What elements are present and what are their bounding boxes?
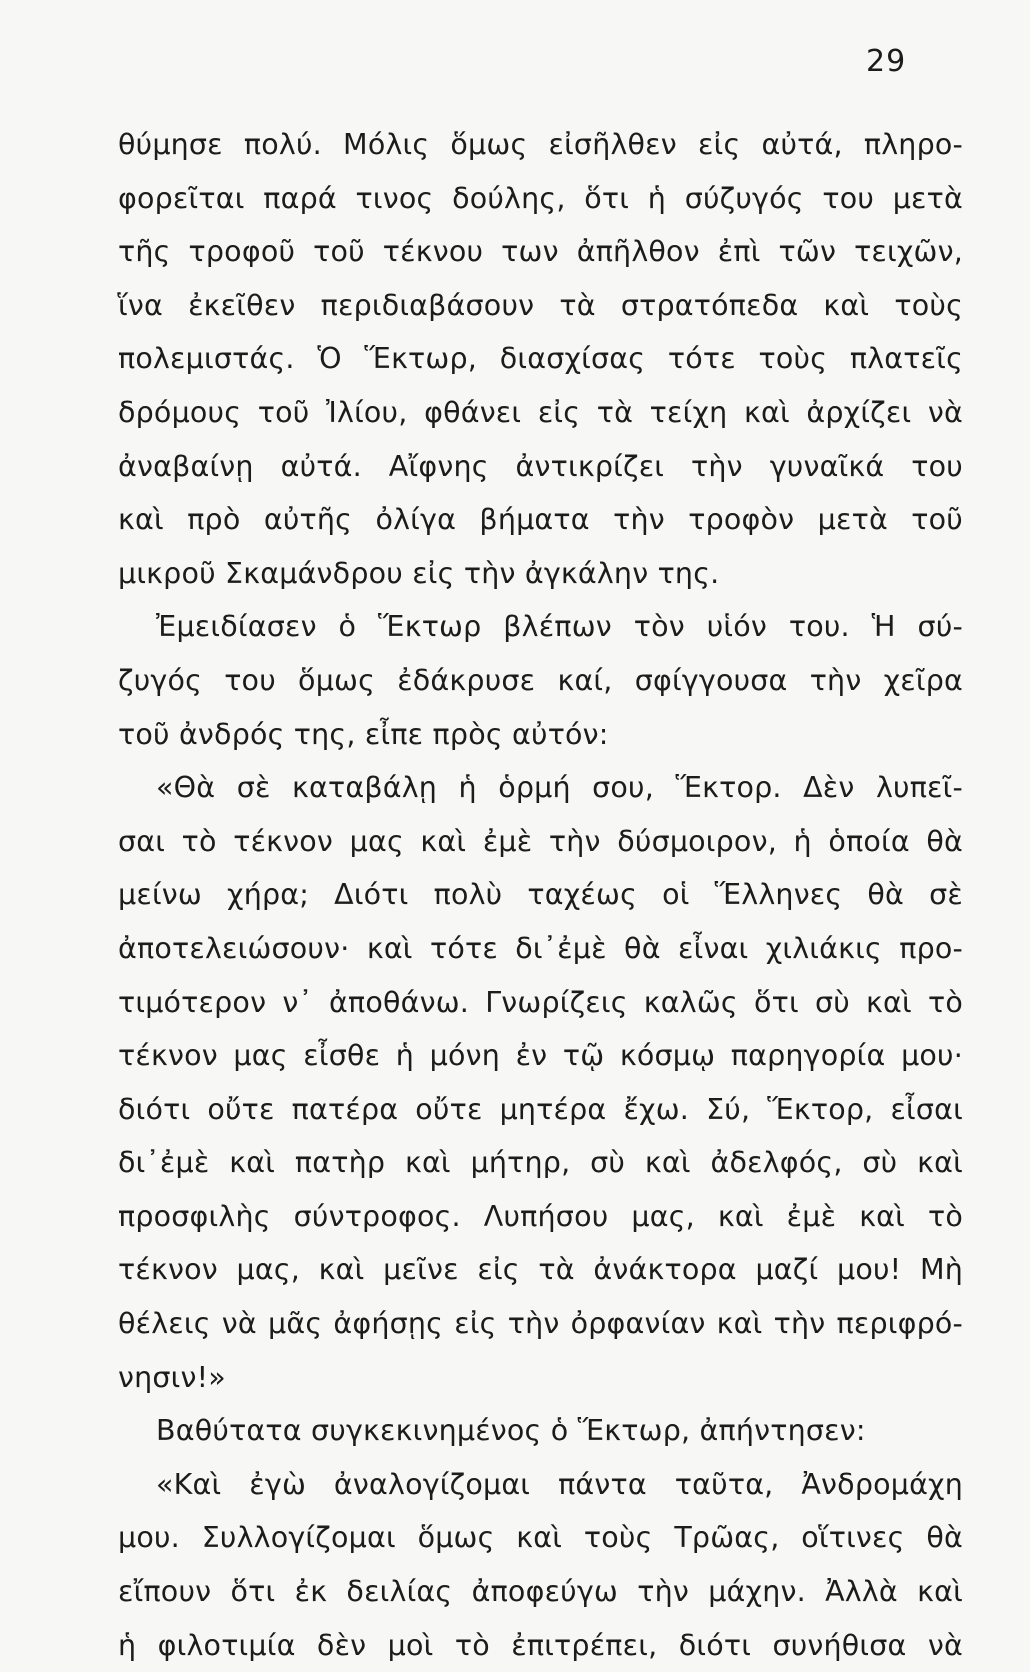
text-line: θέλεις νὰ μᾶς ἀφήσῃς εἰς τὴν ὀρφανίαν καὶ τὴν περιφρό- (118, 1307, 963, 1341)
text-line: φορεῖται παρά τινος δούλης, ὅτι ἡ σύζυγός του μετὰ (118, 181, 963, 215)
text-line: καὶ πρὸ αὐτῆς ὀλίγα βήματα τὴν τροφὸν μετὰ τοῦ (118, 503, 963, 537)
text-line: τιμότερον ν᾽ ἀποθάνω. Γνωρίζεις καλῶς ὅτι σὺ καὶ τὸ (118, 985, 963, 1019)
text-line: τέκνον μας εἶσθε ἡ μόνη ἐν τῷ κόσμῳ παρηγορία μου· (118, 1039, 963, 1073)
text-line: διότι οὔτε πατέρα οὔτε μητέρα ἔχω. Σύ, Ἕκτορ, εἶσαι (118, 1092, 963, 1126)
text-line: εἴπουν ὅτι ἐκ δειλίας ἀποφεύγω τὴν μάχην. Ἀλλὰ καὶ (118, 1575, 963, 1609)
text-line: θύμησε πολύ. Μόλις ὅμως εἰσῆλθεν εἰς αὐτά, πληρο- (118, 128, 963, 161)
text-line: τῆς τροφοῦ τοῦ τέκνου των ἀπῆλθον ἐπὶ τῶν τειχῶν, (118, 235, 963, 269)
text-line: μείνω χήρα; Διότι πολὺ ταχέως οἱ Ἕλληνες θὰ σὲ (118, 878, 963, 912)
text-line: «Καὶ ἐγὼ ἀναλογίζομαι πάντα ταῦτα, Ἀνδρομάχη (156, 1467, 963, 1501)
text-line: ζυγός του ὅμως ἐδάκρυσε καί, σφίγγουσα τὴν χεῖρα (118, 663, 963, 697)
text-line: ἡ φιλοτιμία δὲν μοὶ τὸ ἐπιτρέπει, διότι συνήθισα νὰ (118, 1628, 963, 1662)
page-number: 29 (866, 44, 907, 79)
text-line: σαι τὸ τέκνον μας καὶ ἐμὲ τὴν δύσμοιρον, ἡ ὁποία θὰ (118, 824, 963, 858)
text-line: μου. Συλλογίζομαι ὅμως καὶ τοὺς Τρῶας, οἵτινες θὰ (118, 1521, 963, 1555)
text-line: δι᾽ἐμὲ καὶ πατὴρ καὶ μήτηρ, σὺ καὶ ἀδελφός, σὺ καὶ (118, 1146, 963, 1180)
text-line: ἵνα ἐκεῖθεν περιδιαβάσουν τὰ στρατόπεδα καὶ τοὺς (118, 288, 963, 322)
text-line: ἀποτελειώσουν· καὶ τότε δι᾽ἐμὲ θὰ εἶναι χιλιάκις προ- (118, 931, 963, 965)
text-line: νησιν!» (118, 1360, 226, 1394)
text-line: πολεμιστάς. Ὁ Ἕκτωρ, διασχίσας τότε τοὺς πλατεῖς (118, 342, 963, 376)
body-text (118, 118, 963, 1672)
text-line: Βαθύτατα συγκεκινημένος ὁ Ἕκτωρ, ἀπήντησεν: (156, 1414, 866, 1448)
text-line: μικροῦ Σκαμάνδρου εἰς τὴν ἀγκάλην της. (118, 556, 720, 590)
text-line: δρόμους τοῦ Ἰλίου, φθάνει εἰς τὰ τείχη καὶ ἀρχίζει νὰ (118, 395, 963, 429)
text-line: ἀναβαίνῃ αὐτά. Αἴφνης ἀντικρίζει τὴν γυναῖκά του (118, 449, 963, 483)
text-line: τοῦ ἀνδρός της, εἶπε πρὸς αὐτόν: (118, 717, 609, 751)
text-line: τέκνον μας, καὶ μεῖνε εἰς τὰ ἀνάκτορα μαζί μου! Μὴ (118, 1253, 963, 1287)
text-line: «Θὰ σὲ καταβάλῃ ἡ ὁρμή σου, Ἕκτορ. Δὲν λυπεῖ- (156, 771, 963, 805)
text-line: Ἐμειδίασεν ὁ Ἕκτωρ βλέπων τὸν υἱόν του. Ἡ σύ- (156, 610, 963, 644)
text-line: προσφιλὴς σύντροφος. Λυπήσου μας, καὶ ἐμὲ καὶ τὸ (118, 1199, 963, 1233)
